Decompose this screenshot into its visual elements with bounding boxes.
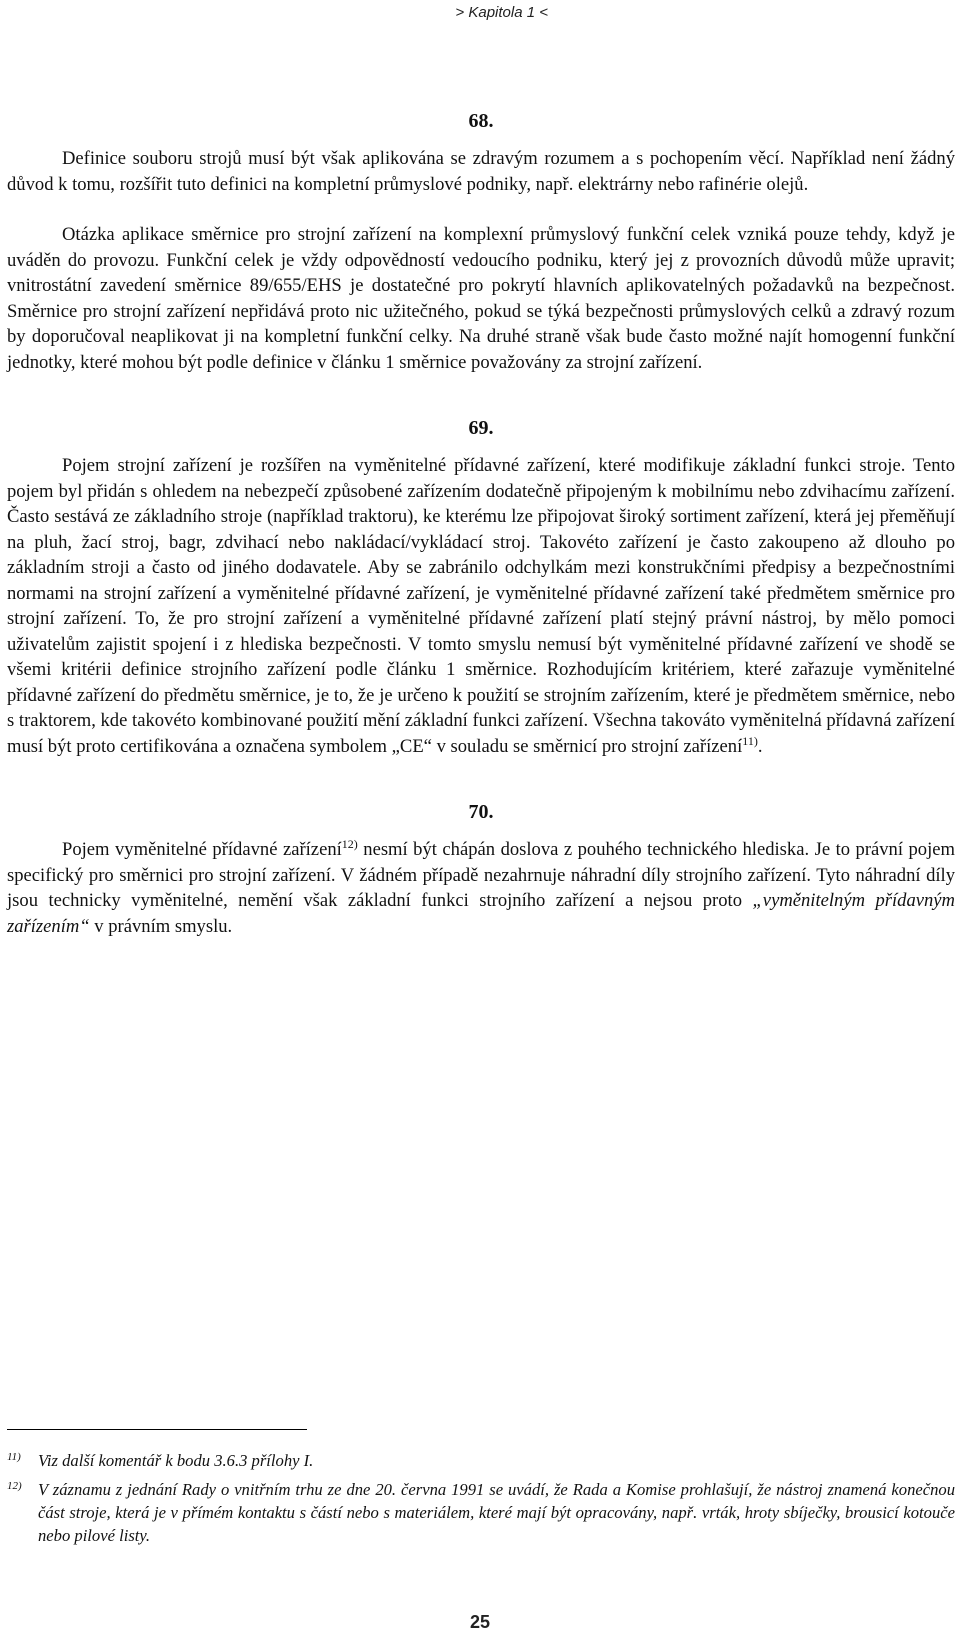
section-number-68: 68.: [468, 110, 494, 132]
paragraph-68-2: Otázka aplikace směrnice pro strojní zařízení na komplexní průmyslový funkční celek vzniká pouze tehdy, když je uváděn do provozu. Funkční celek je vždy odpovědností vedoucího podniku, který jej z provozních důvodů může upravit; vnitrostátní zavedení směrnice 89/655/EHS je dostatečné pro pokrytí hlavních aplikovatelných požadavků na bezpečnost. Směrnice pro strojní zařízení nepřidává proto nic užitečného, pokud se týká bezpečnosti průmyslových celků a zdravý rozum by doporučoval neaplikovat ji na kompletní funkční celky. Na druhé straně však bude často možné najít homogenní funkční jednotky, které mohou být podle definice v článku 1 směrnice považovány za strojní zařízení.: [7, 224, 955, 373]
document-body: [7, 106, 955, 939]
paragraph-69-text: Pojem strojní zařízení je rozšířen na vyměnitelné přídavné zařízení, které modifikuje základní funkci stroje. Tento pojem byl přidán s ohledem na nebezpečí způsobené zařízením dodatečně připojeným k mobilnímu nebo zdvihacímu zařízení. Často sestává ze základního stroje (například traktoru), ke kterému lze připojovat široký sortiment zařízení, která jej přeměňují na pluh, žací stroj, bagr, zdvihací nebo nakládací/vykládací stroj. Takovéto zařízení je často zakoupeno až dlouho po základním stroji a často od jiného dodavatele. Aby se zabránilo odchylkám mezi konstrukčními předpisy a bezpečnostními normami na strojní zařízení a vyměnitelné přídavné zařízení, je vyměnitelné přídavné zařízení také předmětem směrnice pro strojní zařízení. To, že pro strojní zařízení a vyměnitelné přídavné zařízení platí stejný právní nástroj, by mělo pomoci uživatelům zajistit spojení i z hlediska bezpečnosti. V tomto smyslu nemusí být vyměnitelné přídavné zařízení ve shodě se všemi kritérii definice strojního zařízení podle článku 1 směrnice. Rozhodujícím kritériem, které zařazuje vyměnitelné přídavné zařízení do předmětu směrnice, je to, že je určeno k použití se strojním zařízením, které je předmětem směrnice, nebo s traktorem, kde takovéto kombinované použití mění základní funkci zařízení. Všechna takováto vyměnitelná přídavná zařízení musí být proto certifikována a označena symbolem „CE“ v souladu se směrnicí pro strojní zařízení: [7, 455, 955, 757]
italic-term: „vyměnitelným přídavným zařízením“: [7, 890, 955, 937]
paragraph-69: [7, 453, 955, 759]
section-number-69: 69.: [468, 417, 494, 439]
paragraph-70-end: v právním smyslu.: [89, 915, 233, 937]
page-number: 25: [469, 1612, 491, 1632]
footnote-text-12: V záznamu z jednání Rady o vnitřním trhu ze dne 20. června 1991 se uvádí, že Rada a Komise prohlašují, že nástroj znamená konečnou část stroje, která je v přímém kontaktu s částí nebo s materiálem, které mají být opracovány, např. vrták, hroty sbíječky, brousicí kotouče nebo pilové listy.: [38, 1480, 955, 1545]
section-gap: [7, 759, 955, 797]
paragraph-70-middle: nesmí být chápán doslova z pouhého technického hlediska. Je to právní pojem specifický pro směrnici pro strojní zařízení. V žádném případě nezahrnuje náhradní díly strojního zařízení. Tyto náhradní díly jsou technicky vyměnitelné, nemění však základní funkci strojního zařízení a nejsou proto: [7, 839, 955, 911]
paragraph-68-1: Definice souboru strojů musí být však aplikována se zdravým rozumem a s pochopením věcí. Například není žádný důvod k tomu, rozšířit tuto definici na kompletní průmyslové podniky, např. elektrárny nebo rafinérie olejů.: [7, 148, 955, 195]
footnote-mark-12: 12): [7, 1480, 22, 1492]
footnote-text-11: Viz další komentář k bodu 3.6.3 přílohy I.: [38, 1451, 314, 1470]
footnote-11: [7, 1449, 955, 1472]
section-gap: [7, 375, 955, 413]
paragraph-69-end: .: [757, 735, 763, 757]
footnote-divider: [7, 1429, 307, 1430]
footnote-12: [7, 1478, 955, 1547]
chapter-link[interactable]: > Kapitola 1 <: [455, 4, 548, 21]
paragraph-70-start: Pojem vyměnitelné přídavné zařízení: [62, 839, 342, 860]
footnote-reference-12[interactable]: 12): [341, 836, 358, 851]
footnote-mark-11: 11): [7, 1451, 21, 1463]
footnote-reference-11[interactable]: 11): [742, 733, 758, 748]
footnotes: [7, 1449, 955, 1553]
section-number-70: 70.: [468, 801, 494, 823]
paragraph-70: [7, 837, 955, 939]
